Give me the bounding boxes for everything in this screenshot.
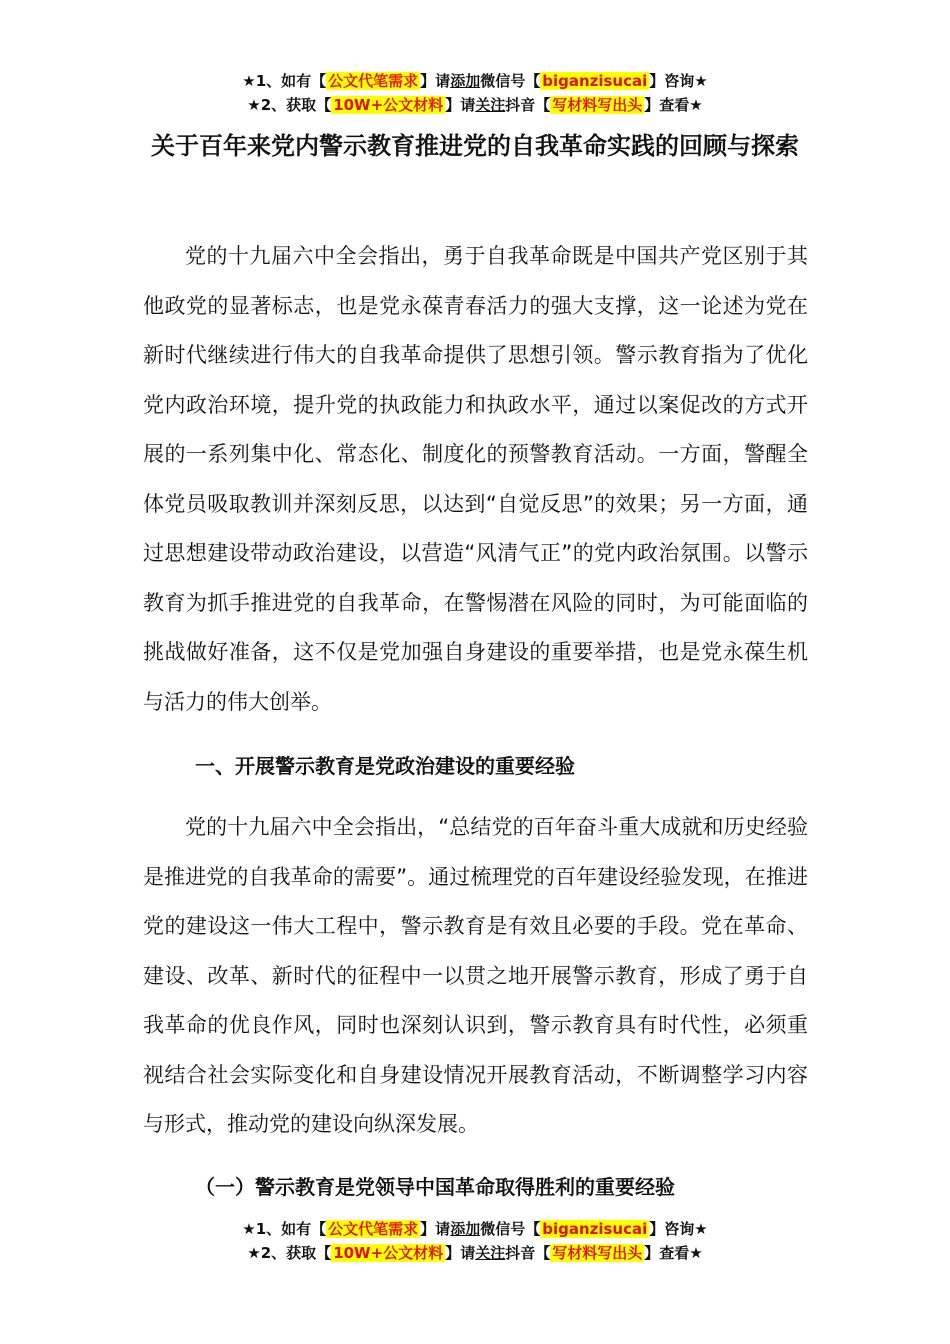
ad-text: ★2、获取【 [247, 96, 332, 114]
ad-text: 】查看★ [644, 1244, 703, 1262]
ad-underlined-text: 添加 [450, 1220, 481, 1238]
ad-highlight: 10W+公文材料 [333, 1244, 444, 1262]
ad-text: 抖音【 [505, 1244, 551, 1262]
ad-highlight: 公文代笔需求 [328, 72, 419, 90]
ad-highlight: biganzisucai [542, 72, 648, 90]
ad-text: 】请 [445, 96, 476, 114]
ad-highlight: biganzisucai [542, 1220, 648, 1238]
ad-text: ★2、获取【 [247, 1244, 332, 1262]
body-paragraph-2: 党的十九届六中全会指出，“总结党的百年奋斗重大成就和历史经验是推进党的自我革命的需要”。通过梳理党的百年建设经验发现，在推进党的建设这一伟大工程中，警示教育是有效且必要的手段。党在革命、建设、改革、新时代的征程中一以贯之地开展警示教育，形成了勇于自我革命的优良作风，同时也深刻认识到，警示教育具有时代性，必须重视结合社会实际变化和自身建设情况开展教育活动，不断调整学习内容与形式，推动党的建设向纵深发展。 [143, 815, 808, 1136]
ad-underlined-text: 添加 [450, 72, 481, 90]
ad-underlined-text: 关注 [475, 1244, 506, 1262]
ad-text: 微信号【 [480, 72, 541, 90]
ad-text: ★1、如有【 [242, 72, 327, 90]
ad-underlined-text: 关注 [475, 96, 506, 114]
ad-text: 】请 [420, 1220, 451, 1238]
section-heading-1: 一、开展警示教育是党政治建设的重要经验 [195, 754, 575, 778]
ad-line-2-bottom [0, 1242, 950, 1264]
ad-text: 】咨询★ [649, 1220, 708, 1238]
ad-text: 抖音【 [505, 96, 551, 114]
ad-text: ★1、如有【 [242, 1220, 327, 1238]
ad-highlight: 10W+公文材料 [333, 96, 444, 114]
ad-text: 】请 [420, 72, 451, 90]
body-paragraph-1: 党的十九届六中全会指出，勇于自我革命既是中国共产党区别于其他政党的显著标志，也是党永葆青春活力的强大支撑，这一论述为党在新时代继续进行伟大的自我革命提供了思想引领。警示教育指为了优化党内政治环境，提升党的执政能力和执政水平，通过以案促改的方式开展的一系列集中化、常态化、制度化的预警教育活动。一方面，警醒全体党员吸取教训并深刻反思，以达到“自觉反思”的效果；另一方面，通过思想建设带动政治建设，以营造“风清气正”的党内政治氛围。以警示教育为抓手推进党的自我革命，在警惕潜在风险的同时，为可能面临的挑战做好准备，这不仅是党加强自身建设的重要举措，也是党永葆生机与活力的伟大创举。 [143, 244, 808, 714]
ad-line-1-top [0, 70, 950, 92]
ad-highlight: 写材料写出头 [552, 1244, 643, 1262]
ad-line-1-bottom [0, 1218, 950, 1240]
ad-text: 】请 [445, 1244, 476, 1262]
ad-text: 】咨询★ [649, 72, 708, 90]
ad-highlight: 写材料写出头 [552, 96, 643, 114]
section-heading-2: （一）警示教育是党领导中国革命取得胜利的重要经验 [195, 1175, 675, 1199]
ad-highlight: 公文代笔需求 [328, 1220, 419, 1238]
document-title: 关于百年来党内警示教育推进党的自我革命实践的回顾与探索 [151, 132, 799, 160]
ad-text: 微信号【 [480, 1220, 541, 1238]
ad-text: 】查看★ [644, 96, 703, 114]
ad-line-2-top [0, 94, 950, 116]
